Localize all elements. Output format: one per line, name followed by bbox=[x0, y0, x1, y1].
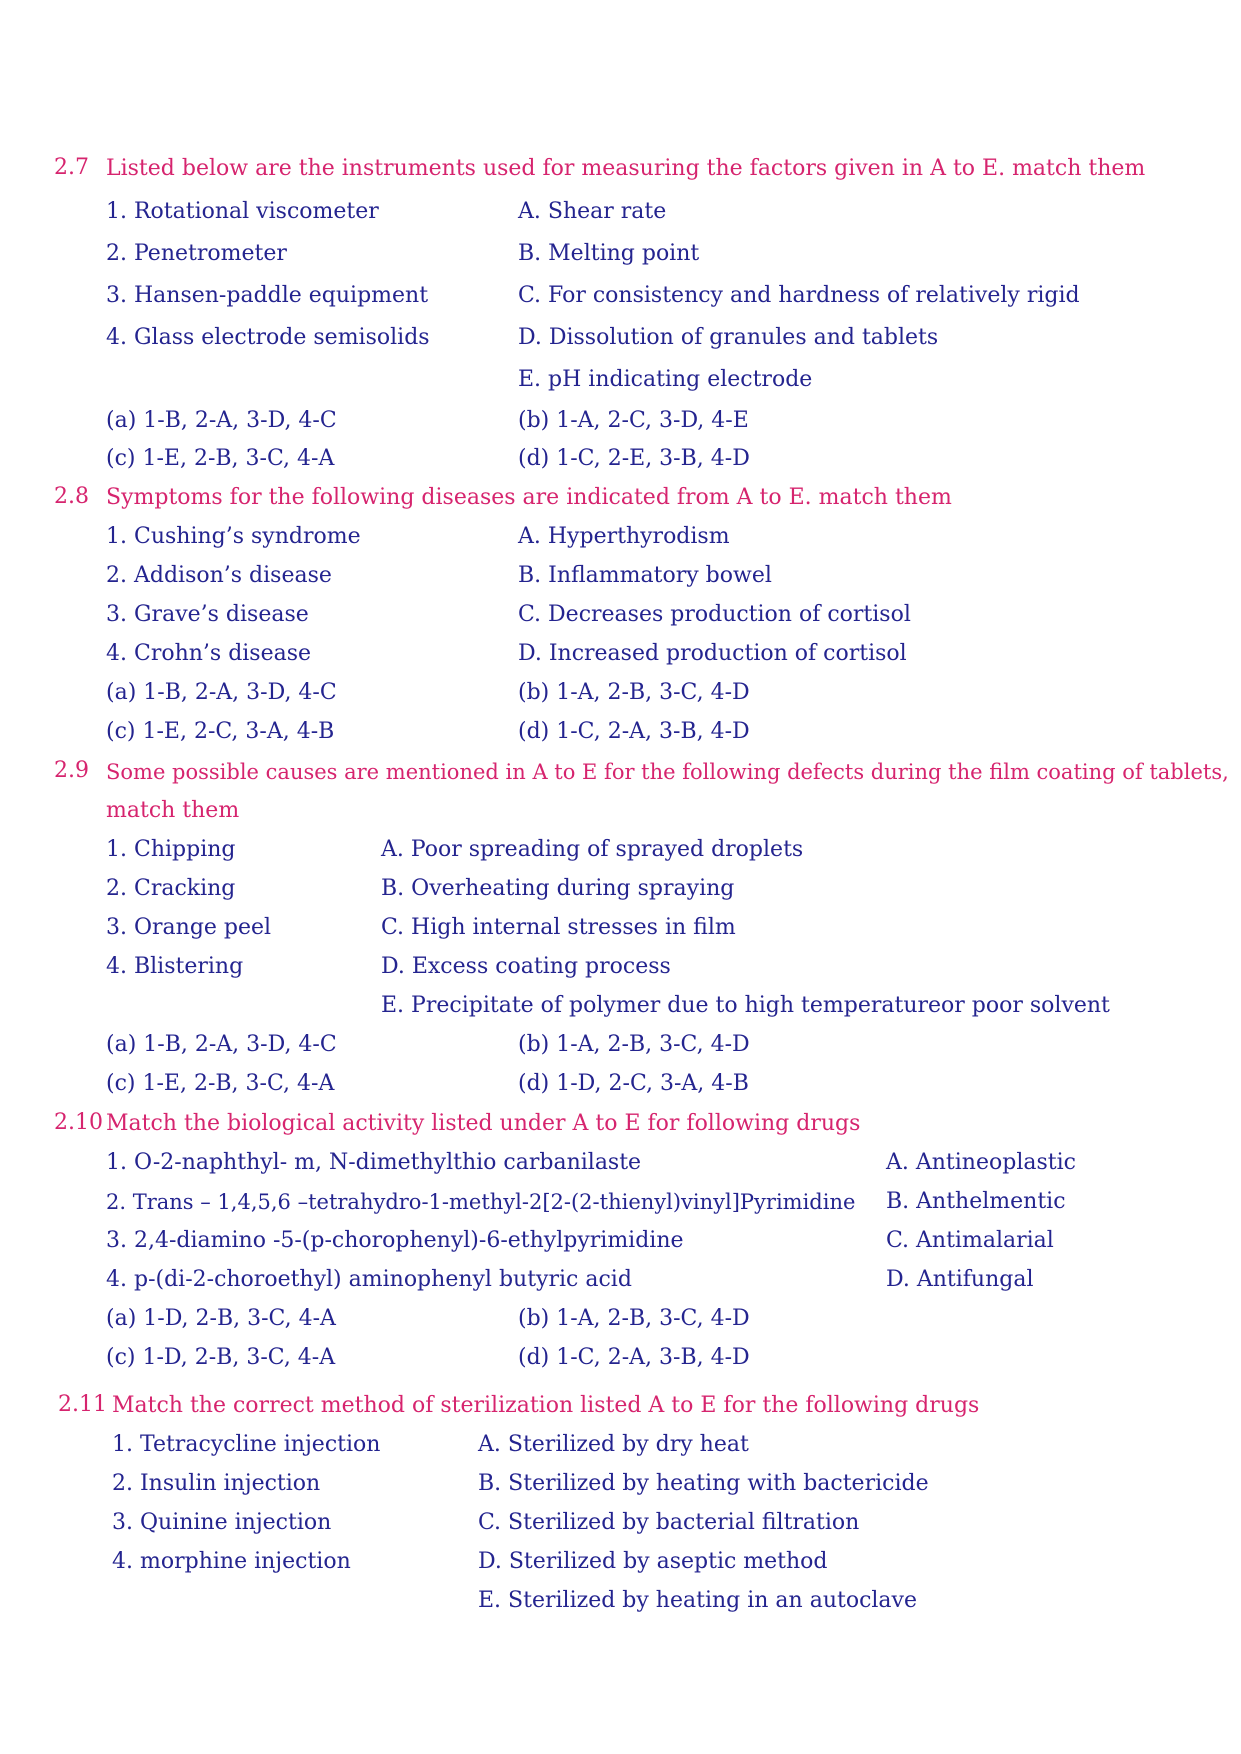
list-item-right: A. Hyperthyrodism bbox=[518, 524, 730, 549]
answer-option: (a) 1-B, 2-A, 3-D, 4-C bbox=[106, 408, 337, 433]
list-item-right: D. Dissolution of granules and tablets bbox=[518, 325, 939, 350]
list-item-right: C. Sterilized by bacterial filtration bbox=[478, 1510, 860, 1535]
question-number: 2.11 bbox=[58, 1392, 107, 1417]
list-item-right: B. Anthelmentic bbox=[886, 1189, 1066, 1214]
answer-option: (d) 1-C, 2-A, 3-B, 4-D bbox=[518, 719, 750, 744]
answer-option: (b) 1-A, 2-B, 3-C, 4-D bbox=[518, 1032, 750, 1057]
list-item-left: 2. Insulin injection bbox=[112, 1471, 321, 1496]
answer-option: (c) 1-E, 2-C, 3-A, 4-B bbox=[106, 719, 335, 744]
list-item-right: E. Precipitate of polymer due to high temperatureor poor solvent bbox=[381, 993, 1110, 1018]
answer-option: (a) 1-D, 2-B, 3-C, 4-A bbox=[106, 1306, 336, 1331]
question-number: 2.9 bbox=[54, 758, 89, 783]
list-item-right: B. Melting point bbox=[518, 241, 700, 266]
question-text: Match the biological activity listed under A to E for following drugs bbox=[106, 1111, 861, 1136]
list-item-left: 2. Cracking bbox=[106, 876, 236, 901]
list-item-right: D. Increased production of cortisol bbox=[518, 641, 907, 666]
list-item-left: 2. Trans – 1,4,5,6 –tetrahydro-1-methyl-2[2-(2-thienyl)vinyl]Pyrimidine bbox=[106, 1190, 856, 1214]
question-text: Symptoms for the following diseases are indicated from A to E. match them bbox=[106, 485, 952, 510]
list-item-right: B. Overheating during spraying bbox=[381, 876, 735, 901]
answer-option: (c) 1-E, 2-B, 3-C, 4-A bbox=[106, 1071, 335, 1096]
list-item-left: 4. Crohn’s disease bbox=[106, 641, 312, 666]
list-item-right: D. Excess coating process bbox=[381, 954, 671, 979]
list-item-right: E. Sterilized by heating in an autoclave bbox=[478, 1588, 917, 1613]
list-item-right: A. Antineoplastic bbox=[886, 1150, 1076, 1175]
answer-option: (c) 1-E, 2-B, 3-C, 4-A bbox=[106, 446, 335, 471]
question-text-continued: match them bbox=[106, 798, 240, 823]
list-item-right: C. For consistency and hardness of relatively rigid bbox=[518, 283, 1080, 308]
list-item-left: 4. Glass electrode semisolids bbox=[106, 325, 430, 350]
list-item-right: C. Antimalarial bbox=[886, 1228, 1054, 1253]
question-text: Some possible causes are mentioned in A to E for the following defects during the film coating of tablets, bbox=[106, 760, 1229, 784]
answer-option: (b) 1-A, 2-B, 3-C, 4-D bbox=[518, 680, 750, 705]
question-number: 2.10 bbox=[54, 1110, 103, 1135]
answer-option: (b) 1-A, 2-B, 3-C, 4-D bbox=[518, 1306, 750, 1331]
answer-option: (d) 1-D, 2-C, 3-A, 4-B bbox=[518, 1071, 749, 1096]
list-item-right: B. Sterilized by heating with bactericide bbox=[478, 1471, 929, 1496]
answer-option: (a) 1-B, 2-A, 3-D, 4-C bbox=[106, 680, 337, 705]
list-item-left: 1. Rotational viscometer bbox=[106, 199, 379, 224]
list-item-right: C. Decreases production of cortisol bbox=[518, 602, 911, 627]
answer-option: (c) 1-D, 2-B, 3-C, 4-A bbox=[106, 1345, 336, 1370]
list-item-right: A. Poor spreading of sprayed droplets bbox=[381, 837, 804, 862]
list-item-left: 3. Hansen-paddle equipment bbox=[106, 283, 429, 308]
list-item-left: 1. Chipping bbox=[106, 837, 236, 862]
list-item-left: 4. Blistering bbox=[106, 954, 244, 979]
answer-option: (d) 1-C, 2-E, 3-B, 4-D bbox=[518, 446, 750, 471]
list-item-left: 4. p-(di-2-choroethyl) aminophenyl butyric acid bbox=[106, 1267, 632, 1292]
list-item-left: 1. Cushing’s syndrome bbox=[106, 524, 361, 549]
answer-option: (a) 1-B, 2-A, 3-D, 4-C bbox=[106, 1032, 337, 1057]
list-item-right: A. Shear rate bbox=[518, 199, 667, 224]
question-number: 2.7 bbox=[54, 155, 89, 180]
list-item-left: 1. Tetracycline injection bbox=[112, 1432, 381, 1457]
list-item-left: 3. Grave’s disease bbox=[106, 602, 309, 627]
question-number: 2.8 bbox=[54, 484, 89, 509]
question-text: Listed below are the instruments used for measuring the factors given in A to E. match them bbox=[106, 156, 1146, 181]
answer-option: (d) 1-C, 2-A, 3-B, 4-D bbox=[518, 1345, 750, 1370]
list-item-left: 3. Orange peel bbox=[106, 915, 272, 940]
list-item-left: 1. O-2-naphthyl- m, N-dimethylthio carbanilaste bbox=[106, 1150, 642, 1175]
list-item-left: 3. Quinine injection bbox=[112, 1510, 332, 1535]
answer-option: (b) 1-A, 2-C, 3-D, 4-E bbox=[518, 408, 749, 433]
list-item-right: E. pH indicating electrode bbox=[518, 367, 813, 392]
list-item-left: 3. 2,4-diamino -5-(p-chorophenyl)-6-ethylpyrimidine bbox=[106, 1228, 684, 1253]
list-item-right: C. High internal stresses in film bbox=[381, 915, 736, 940]
list-item-right: D. Antifungal bbox=[886, 1267, 1034, 1292]
list-item-right: A. Sterilized by dry heat bbox=[478, 1432, 749, 1457]
list-item-right: B. Inflammatory bowel bbox=[518, 563, 772, 588]
list-item-left: 2. Penetrometer bbox=[106, 241, 287, 266]
question-text: Match the correct method of sterilization listed A to E for the following drugs bbox=[112, 1393, 980, 1418]
list-item-left: 2. Addison’s disease bbox=[106, 563, 332, 588]
list-item-right: D. Sterilized by aseptic method bbox=[478, 1549, 828, 1574]
list-item-left: 4. morphine injection bbox=[112, 1549, 351, 1574]
